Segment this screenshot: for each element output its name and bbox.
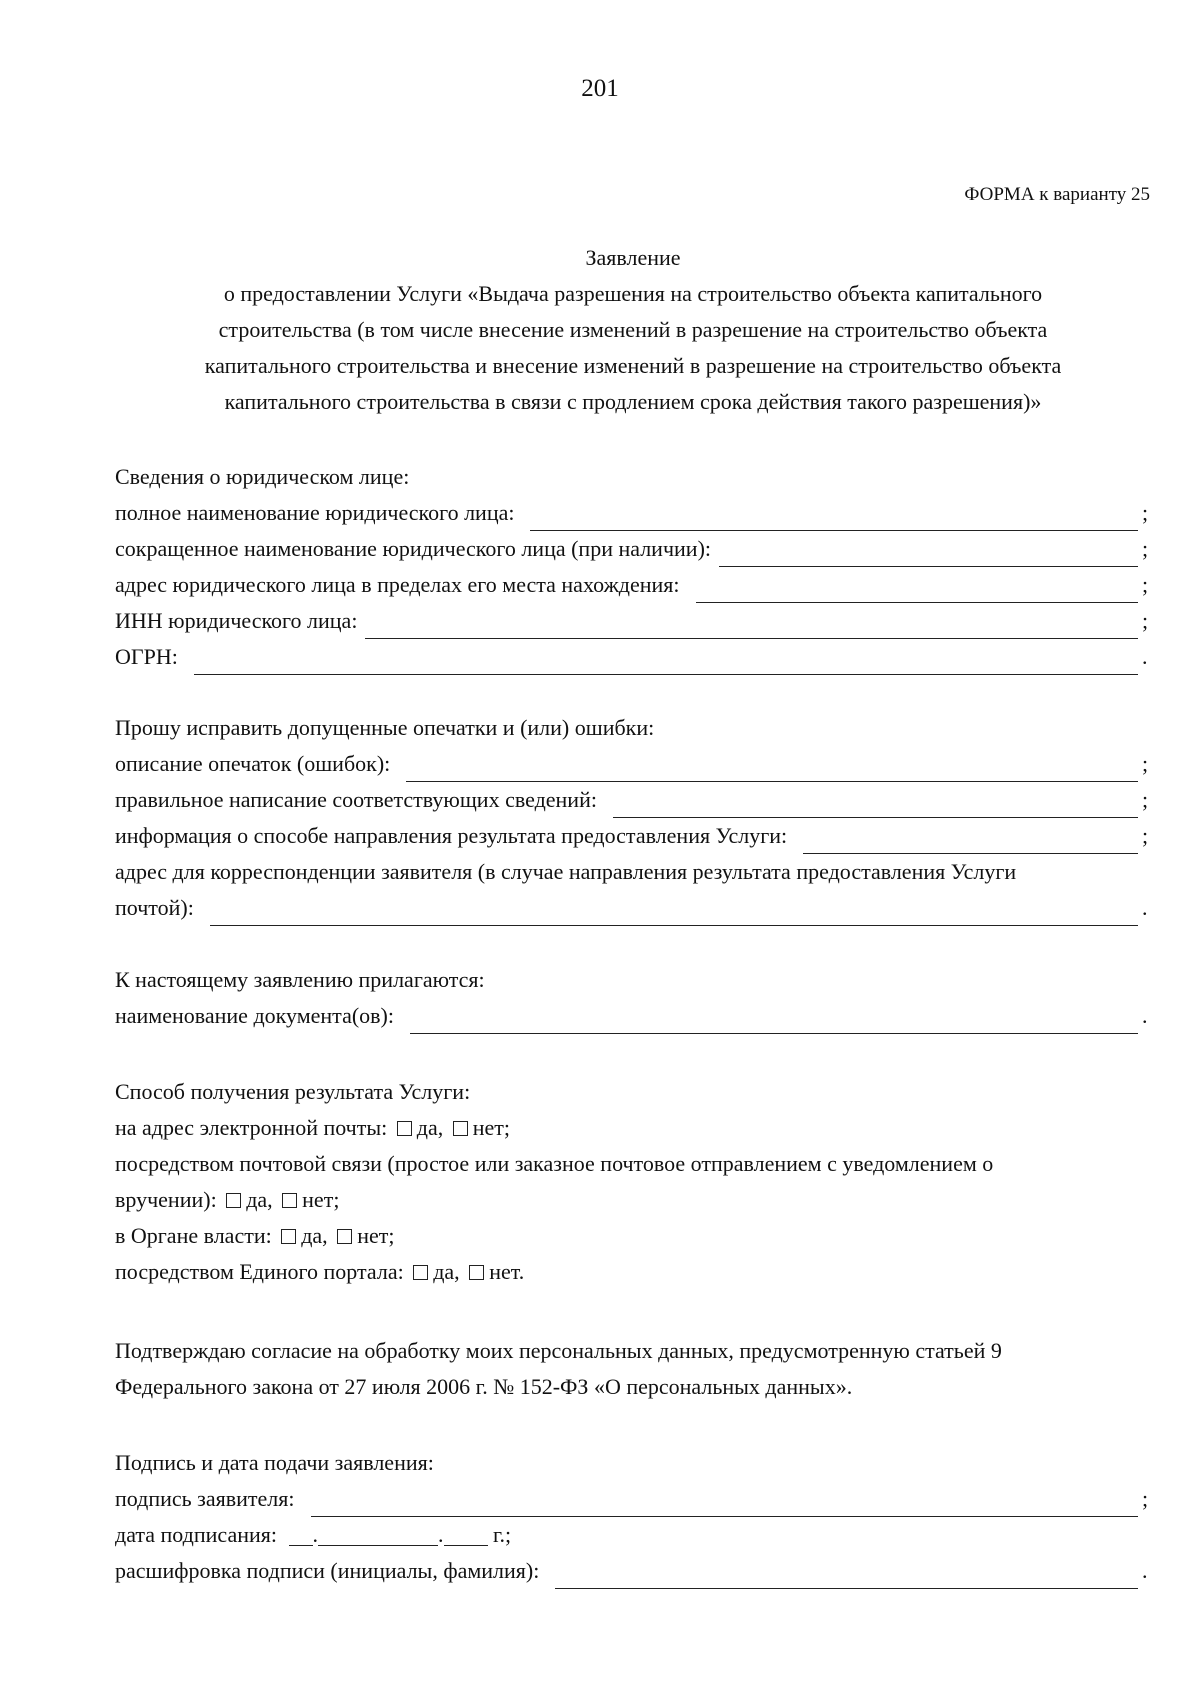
- consent-line-1: Подтверждаю согласие на обработку моих персональных данных, предусмотренную статьей 9: [115, 1338, 1002, 1363]
- attachments-section: [115, 962, 1150, 1034]
- correspondence-address-label: адрес для корреспонденции заявителя (в случае направления результата предоставления Услуги: [115, 859, 1017, 884]
- punctuation: .: [1142, 1003, 1148, 1028]
- field-label: дата подписания:: [115, 1522, 277, 1547]
- email-delivery-row: [115, 1110, 1150, 1146]
- section-heading: К настоящему заявлению прилагаются:: [115, 967, 485, 992]
- portal-no-checkbox[interactable]: [469, 1265, 484, 1280]
- signing-date-row: [115, 1517, 1150, 1553]
- correspondence-address-field[interactable]: [210, 898, 1138, 926]
- consent-section: [115, 1333, 1150, 1405]
- post-no-checkbox[interactable]: [282, 1193, 297, 1208]
- punctuation: ;: [1142, 500, 1149, 525]
- punctuation: ;: [1142, 1486, 1149, 1511]
- correct-spelling-row: [115, 782, 1150, 818]
- year-suffix: г.;: [493, 1522, 512, 1547]
- punctuation: ;: [1142, 608, 1149, 633]
- section-heading: Способ получения результата Услуги:: [115, 1079, 471, 1104]
- portal-yes-checkbox[interactable]: [413, 1265, 428, 1280]
- correspondence-address-row: [115, 890, 1150, 926]
- field-label: наименование документа(ов):: [115, 1003, 394, 1028]
- form-reference: ФОРМА к варианту 25: [964, 184, 1150, 205]
- method-info-field[interactable]: [803, 826, 1138, 854]
- punctuation: ;: [1142, 751, 1149, 776]
- page-number: 201: [581, 75, 619, 102]
- punctuation: .: [518, 1259, 525, 1284]
- yes-label: да,: [416, 1115, 444, 1140]
- inn-row: [115, 603, 1150, 639]
- section-heading: Сведения о юридическом лице:: [115, 464, 410, 489]
- title-line-1: о предоставлении Услуги «Выдача разрешения на строительство объекта капитального: [223, 281, 1043, 306]
- description-field[interactable]: [406, 754, 1138, 782]
- signature-row: [115, 1481, 1150, 1517]
- title-block: [115, 240, 1151, 420]
- option-label: вручении):: [115, 1187, 217, 1212]
- punctuation: ;: [388, 1223, 395, 1248]
- post-delivery-row: [115, 1182, 1150, 1218]
- punctuation: ;: [1142, 572, 1149, 597]
- address-row: [115, 567, 1150, 603]
- post-yes-checkbox[interactable]: [226, 1193, 241, 1208]
- no-label: нет: [472, 1115, 504, 1140]
- document-title: Заявление: [585, 245, 681, 270]
- punctuation: ;: [1142, 823, 1149, 848]
- inn-field[interactable]: [365, 611, 1138, 639]
- punctuation: ;: [333, 1187, 340, 1212]
- correct-spelling-field[interactable]: [613, 790, 1138, 818]
- title-line-3: капитального строительства и внесение изменений в разрешение на строительство объекта: [204, 353, 1062, 378]
- portal-delivery-row: [115, 1254, 1150, 1290]
- section-heading: Подпись и дата подачи заявления:: [115, 1450, 434, 1475]
- signature-section: [115, 1445, 1150, 1589]
- signature-field[interactable]: [311, 1489, 1138, 1517]
- date-month-field[interactable]: [318, 1519, 438, 1546]
- full-name-row: [115, 495, 1150, 531]
- description-row: [115, 746, 1150, 782]
- corrections-section: [115, 710, 1150, 926]
- delivery-section: [115, 1074, 1150, 1290]
- consent-line-2: Федерального закона от 27 июля 2006 г. № 152-ФЗ «О персональных данных».: [115, 1374, 853, 1399]
- email-yes-checkbox[interactable]: [397, 1121, 412, 1136]
- punctuation: .: [1142, 644, 1148, 669]
- section-heading: Прошу исправить допущенные опечатки и (или) ошибки:: [115, 715, 655, 740]
- no-label: нет: [302, 1187, 334, 1212]
- field-label: полное наименование юридического лица:: [115, 500, 515, 525]
- field-label: описание опечаток (ошибок):: [115, 751, 391, 776]
- post-delivery-label: посредством почтовой связи (простое или заказное почтовое отправлением с уведомлением о: [115, 1151, 994, 1176]
- field-label: ИНН юридического лица:: [115, 608, 358, 633]
- date-year-field[interactable]: [444, 1519, 488, 1546]
- email-no-checkbox[interactable]: [453, 1121, 468, 1136]
- field-label: сокращенное наименование юридического лица (при наличии):: [115, 536, 712, 561]
- authority-no-checkbox[interactable]: [337, 1229, 352, 1244]
- ogrn-row: [115, 639, 1150, 675]
- date-day-field[interactable]: [289, 1519, 313, 1546]
- field-label: адрес юридического лица в пределах его места нахождения:: [115, 572, 680, 597]
- full-name-field[interactable]: [530, 503, 1138, 531]
- field-label: ОГРН:: [115, 644, 178, 669]
- option-label: в Органе власти:: [115, 1223, 272, 1248]
- method-info-row: [115, 818, 1150, 854]
- field-label: подпись заявителя:: [115, 1486, 295, 1511]
- field-label: расшифровка подписи (инициалы, фамилия):: [115, 1558, 540, 1583]
- no-label: нет: [357, 1223, 389, 1248]
- document-name-field[interactable]: [410, 1006, 1138, 1034]
- signature-decode-row: [115, 1553, 1150, 1589]
- field-label: правильное написание соответствующих сведений:: [115, 787, 597, 812]
- title-line-2: строительства (в том числе внесение изменений в разрешение на строительство объекта: [218, 317, 1048, 342]
- legal-entity-section: [115, 459, 1150, 675]
- short-name-field[interactable]: [719, 539, 1138, 567]
- address-field[interactable]: [696, 575, 1138, 603]
- punctuation: ;: [1142, 536, 1149, 561]
- short-name-row: [115, 531, 1150, 567]
- field-label: почтой):: [115, 895, 194, 920]
- yes-label: да,: [301, 1223, 328, 1248]
- title-line-4: капитального строительства в связи с продлением срока действия такого разрешения)»: [224, 389, 1042, 414]
- authority-yes-checkbox[interactable]: [281, 1229, 296, 1244]
- signature-decode-field[interactable]: [555, 1561, 1138, 1589]
- punctuation: .: [438, 1522, 444, 1547]
- document-name-row: [115, 998, 1150, 1034]
- punctuation: ;: [1142, 787, 1149, 812]
- no-label: нет: [489, 1259, 519, 1284]
- authority-delivery-row: [115, 1218, 1150, 1254]
- ogrn-field[interactable]: [194, 647, 1138, 675]
- punctuation: .: [1142, 895, 1148, 920]
- yes-label: да,: [433, 1259, 460, 1284]
- option-label: на адрес электронной почты:: [115, 1115, 388, 1140]
- yes-label: да,: [246, 1187, 273, 1212]
- punctuation: .: [312, 1522, 318, 1547]
- punctuation: ;: [503, 1115, 510, 1140]
- option-label: посредством Единого портала:: [115, 1259, 404, 1284]
- punctuation: .: [1142, 1558, 1148, 1583]
- field-label: информация о способе направления результата предоставления Услуги:: [115, 823, 788, 848]
